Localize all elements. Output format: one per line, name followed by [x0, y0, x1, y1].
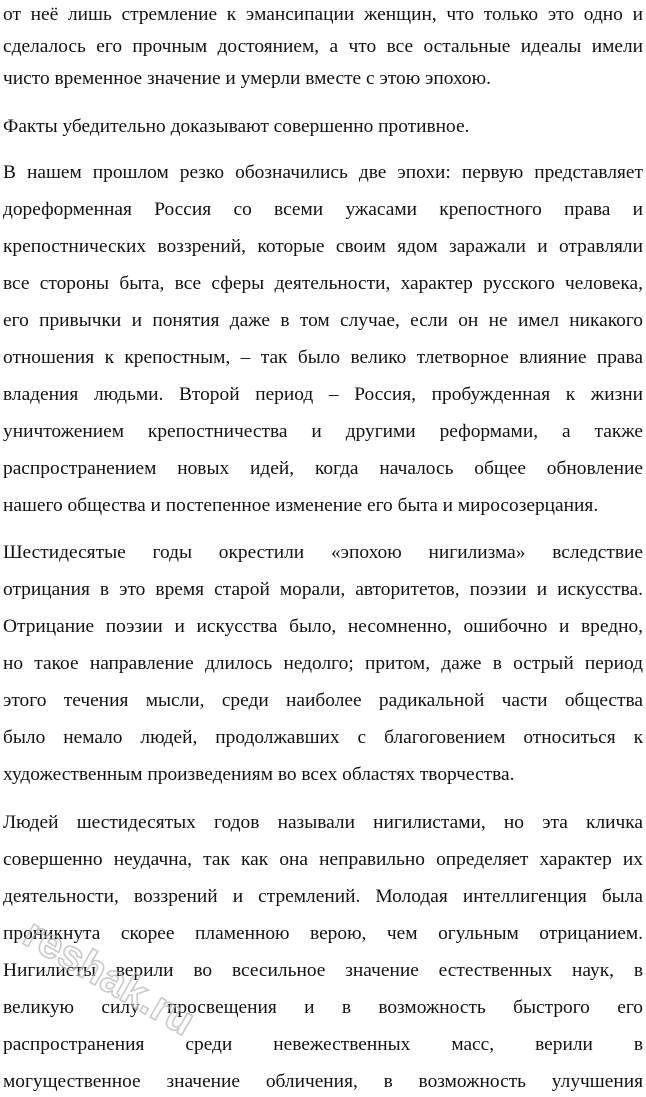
text-line: все стороны быта, все сферы деятельности, характер русского человека, — [3, 273, 643, 294]
text-line: могущественное значение обличения, в возможность улучшения — [3, 1071, 643, 1092]
text-line: его привычки и понятия даже в том случае, если он не имел никакого — [3, 310, 643, 331]
text-line: Шестидесятые годы окрестили «эпохою нигилизма» вследствие — [3, 542, 643, 563]
text-line: этого течения мысли, среди наиболее радикальной части общества — [3, 690, 643, 711]
text-line: было немало людей, продолжавших с благоговением относиться к — [3, 727, 643, 748]
text-line: Отрицание поэзии и искусства было, несомненно, ошибочно и вредно, — [3, 616, 643, 637]
text-line: совершенно неудачна, так как она неправильно определяет характер их — [3, 849, 643, 870]
text-line: великую силу просвещения и в возможность быстрого его — [3, 997, 643, 1018]
text-line: отрицания в это время старой морали, авторитетов, поэзии и искусства. — [3, 579, 643, 600]
text-line: В нашем прошлом резко обозначились две эпохи: первую представляет — [3, 162, 643, 183]
watermark-text: reshak.ru — [15, 909, 204, 1045]
text-line: Нигилисты верили во всесильное значение естественных наук, в — [3, 960, 643, 981]
text-line: от неё лишь стремление к эмансипации женщин, что только это одно и — [3, 4, 643, 25]
text-line: отношения к крепостным, – так было велико тлетворное влияние права — [3, 347, 643, 368]
text-line: дореформенная Россия со всеми ужасами крепостного права и — [3, 199, 643, 220]
text-line: художественным произведениям во всех областях творчества. — [3, 764, 515, 785]
text-line: сделалось его прочным достоянием, а что все остальные идеалы имели — [3, 36, 643, 57]
text-line: уничтожением крепостничества и другими реформами, а также — [3, 421, 643, 442]
text-line: проникнута скорее пламенною верою, чем огульным отрицанием. — [3, 923, 643, 944]
text-line: нашего общества и постепенное изменение его быта и миросозерцания. — [3, 495, 599, 516]
text-line: распространением новых идей, когда началось общее обновление — [3, 458, 643, 479]
text-line: крепостнических воззрений, которые своим ядом заражали и отравляли — [3, 236, 643, 257]
text-line: чисто временное значение и умерли вместе с этою эпохою. — [3, 68, 491, 89]
text-line: но такое направление длилось недолго; притом, даже в острый период — [3, 653, 643, 674]
text-line: распространения среди невежественных масс, верили в — [3, 1034, 643, 1055]
text-line: Людей шестидесятых годов называли нигилистами, но эта кличка — [3, 812, 643, 833]
text-line: Факты убедительно доказывают совершенно противное. — [3, 116, 470, 137]
text-line: деятельности, воззрений и стремлений. Молодая интеллигенция была — [3, 886, 643, 907]
text-line: владения людьми. Второй период – Россия, пробужденная к жизни — [3, 384, 643, 405]
